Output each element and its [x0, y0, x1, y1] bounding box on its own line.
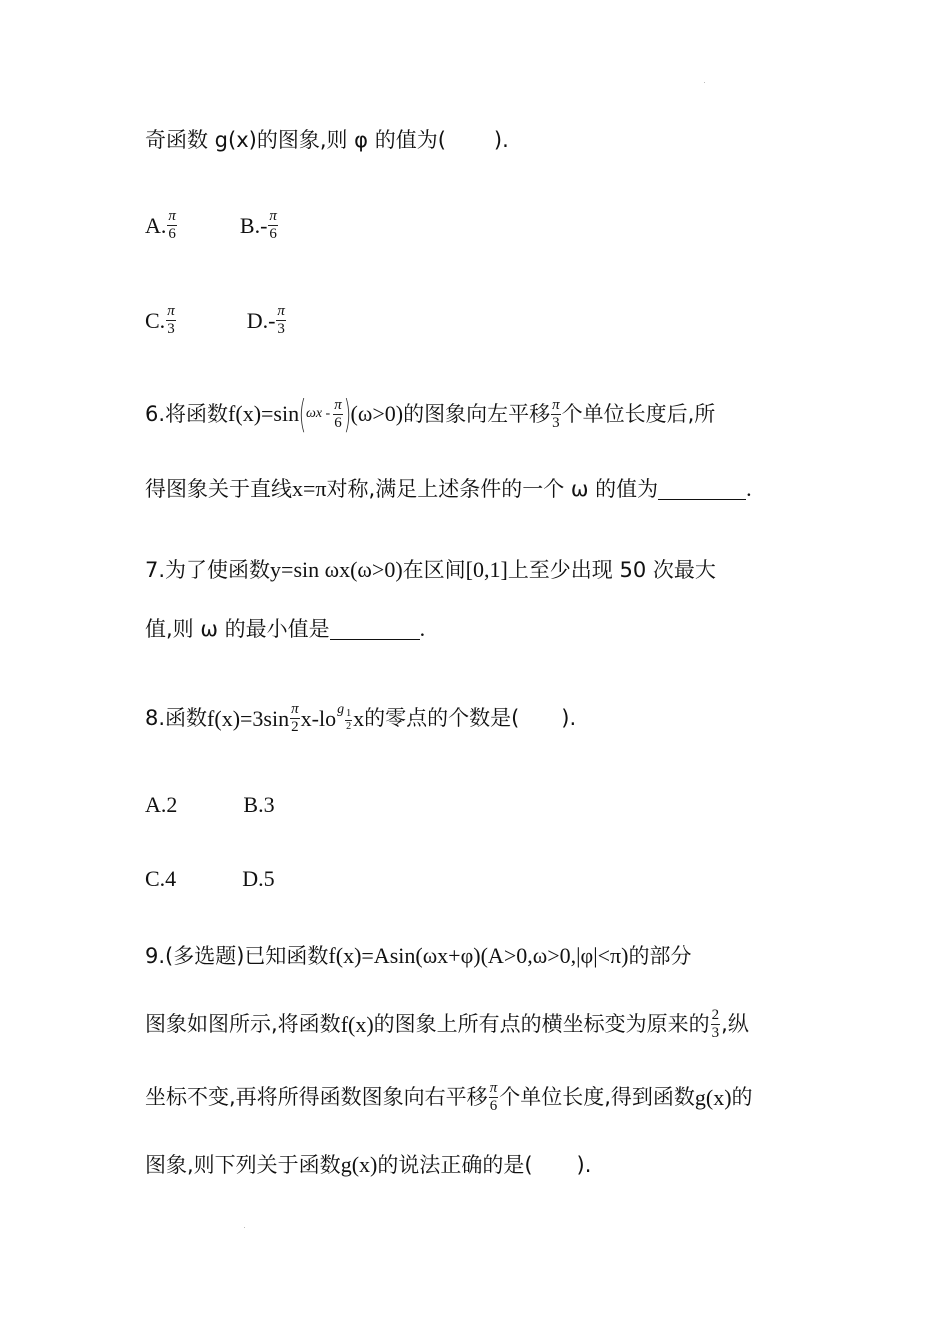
q7-text-3: 上至少出现 50 次最大: [507, 557, 716, 582]
q8-close: ).: [561, 706, 577, 730]
q9-text-6: 坐标不变,再将所得函数图象向右平移: [145, 1085, 488, 1109]
q6-text-3: 个单位长度后,所: [561, 401, 716, 426]
q6-function: f(x)=sin: [228, 401, 300, 426]
q9-text-8: 的: [731, 1085, 753, 1109]
q9-scale-den: 3: [711, 1025, 720, 1041]
q9-function: f(x)=Asin(ωx+φ)(A>0,ω>0,|φ|<π): [328, 943, 629, 968]
option-c-label: C.: [145, 307, 166, 333]
q9-text-1: 9.(多选题)已知函数: [145, 943, 329, 968]
question-8: [145, 702, 576, 735]
option-d-den: 3: [277, 321, 285, 337]
q7-text-1: 7.为了使函数: [145, 557, 271, 582]
q8-log-base: [345, 709, 352, 732]
q6-left-paren: (: [298, 392, 307, 436]
q8-option-d: D.5: [242, 866, 275, 891]
q8-base-den: 2: [346, 721, 352, 732]
q7-text-4: 值,则 ω 的最小值是: [145, 616, 330, 641]
q6-inner-fraction: [333, 398, 343, 431]
q9-text-10: 的说法正确的是(: [377, 1152, 533, 1177]
option-c-fraction: [166, 304, 176, 337]
q6-text-2: 的图象向左平移: [403, 401, 551, 426]
q7-interval: [0,1]: [465, 557, 508, 582]
option-d-fraction: [276, 304, 286, 337]
q5-options-ab: [145, 209, 279, 242]
q8-fraction: [290, 702, 300, 735]
q7-answer-blank: [330, 619, 420, 640]
option-a-num: π: [168, 208, 176, 224]
q9-text-4: 的图象上所有点的横坐标变为原来的: [373, 1012, 710, 1036]
q6-answer-blank: [658, 479, 746, 500]
q8-num: π: [291, 701, 299, 717]
q9-fx: f(x): [340, 1011, 374, 1037]
q6-text-5: 对称,满足上述条件的一个 ω 的值为: [326, 476, 659, 501]
q9-text-9: 图象,则下列关于函数: [145, 1152, 341, 1177]
q9-shift-num: π: [489, 1080, 498, 1096]
q9-shift-den: 6: [489, 1098, 498, 1114]
option-a-fraction: [167, 209, 177, 242]
option-c-den: 3: [167, 321, 175, 337]
option-c-num: π: [167, 303, 175, 319]
option-b-label: B.-: [239, 212, 268, 238]
option-b-den: 6: [269, 226, 277, 242]
question-9-line-3: [145, 1081, 753, 1114]
q7-text-2: 在区间: [402, 557, 466, 582]
q6-right-paren: ): [343, 392, 351, 436]
scan-dot-bottom: [244, 1227, 245, 1228]
q5-stem-tail: [145, 130, 509, 151]
q6-shift-fraction: [551, 398, 561, 431]
question-6-line-2: [145, 478, 752, 500]
q8-den: 2: [291, 719, 299, 735]
q9-gx: g(x): [694, 1084, 732, 1110]
question-9-line-1: [145, 945, 691, 967]
option-a-label: A.: [145, 212, 167, 238]
q8-text-1: 8.函数: [145, 706, 208, 730]
q9-close: ).: [576, 1152, 592, 1177]
q9-text-5: ,纵: [721, 1012, 749, 1036]
question-9-line-2: [145, 1008, 749, 1041]
q5-options-cd: [145, 304, 287, 337]
q8-options-cd: [145, 868, 275, 890]
q6-shift-num: π: [552, 396, 560, 413]
question-6-line-1: [145, 392, 716, 436]
q9-scale-fraction: [711, 1008, 721, 1041]
question-7-line-1: [145, 559, 716, 581]
option-a-den: 6: [168, 226, 176, 242]
q6-inner-expression: [306, 398, 344, 431]
q7-function: y=sin ωx(ω>0): [270, 557, 403, 582]
q8-x: x: [353, 705, 365, 731]
question-7-line-2: [145, 618, 425, 640]
q9-gx-2: g(x): [340, 1152, 378, 1177]
q6-inner-num: π: [334, 396, 342, 413]
q9-text-7: 个单位长度,得到函数: [499, 1085, 695, 1109]
q6-text-1: 6.将函数: [145, 401, 229, 426]
q6-shift-den: 3: [552, 414, 560, 431]
question-9-line-4: [145, 1154, 591, 1176]
q8-function-2: x-lo: [300, 705, 337, 731]
q6-inner-den: 6: [334, 414, 342, 431]
q8-option-b: B.3: [243, 792, 275, 817]
q6-end: .: [746, 476, 752, 501]
q9-text-2: 的部分: [628, 943, 692, 968]
scan-dot-top: [704, 82, 705, 83]
q6-condition: (ω>0): [350, 401, 404, 426]
q8-text-2: 的零点的个数是(: [364, 706, 520, 730]
q8-option-a: A.2: [145, 792, 178, 817]
q5-stem-close: ).: [493, 128, 509, 152]
q9-shift-fraction: [489, 1081, 499, 1114]
q6-text-4: 得图象关于直线: [145, 476, 292, 501]
q8-function-1: f(x)=3sin: [207, 705, 290, 731]
option-d-num: π: [277, 303, 285, 319]
q6-line-eq: x=π: [292, 476, 327, 501]
option-b-fraction: [268, 209, 278, 242]
q7-end: .: [419, 616, 426, 641]
q8-options-ab: [145, 794, 275, 816]
option-d-label: D.-: [246, 307, 276, 333]
q9-scale-num: 2: [711, 1007, 720, 1023]
q9-text-3: 图象如图所示,将函数: [145, 1012, 341, 1036]
q8-base-num: 1: [346, 708, 352, 719]
q8-option-c: C.4: [145, 866, 177, 891]
q8-g: g: [337, 701, 345, 717]
q5-stem-text: 奇函数 g(x)的图象,则 φ 的值为(: [145, 128, 446, 152]
q6-inner-omega: ωx -: [305, 406, 331, 421]
option-b-num: π: [269, 208, 277, 224]
